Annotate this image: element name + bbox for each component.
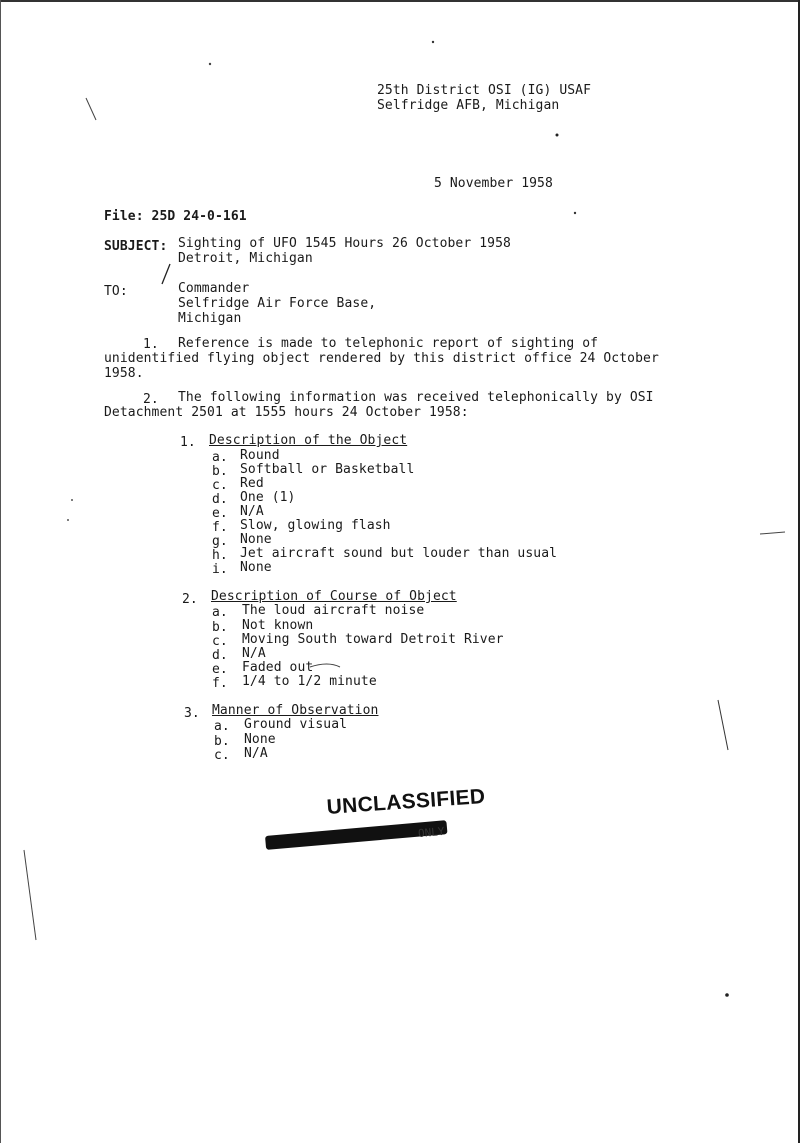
list-item-letter: a. — [212, 605, 228, 620]
list-item-letter: a. — [214, 719, 230, 734]
list-item-letter: d. — [212, 648, 228, 663]
paragraph-1-line-3: 1958. — [104, 366, 144, 381]
to-line-1: Commander — [178, 281, 250, 296]
list-item: The loud aircraft noise — [242, 603, 425, 618]
classification-stamp: UNCLASSIFIED — [326, 784, 486, 819]
subject-line-1: Sighting of UFO 1545 Hours 26 October 1958 — [178, 236, 511, 251]
list-item-letter: b. — [214, 734, 230, 749]
scan-speck — [67, 519, 69, 521]
subject-line-2: Detroit, Michigan — [178, 251, 313, 266]
paragraph-2-number: 2. — [143, 392, 159, 407]
list-item: None — [240, 532, 272, 547]
list-item: Slow, glowing flash — [240, 518, 391, 533]
list-item-letter: b. — [212, 620, 228, 635]
list-item: Ground visual — [244, 717, 348, 732]
redacted-trailing-text: ONLY — [417, 824, 446, 841]
section-3-number: 3. — [184, 706, 200, 721]
paragraph-1-line-2: unidentified flying object rendered by this district office 24 October — [104, 351, 659, 366]
section-1-number: 1. — [180, 435, 196, 450]
scan-line — [24, 850, 36, 940]
list-item: N/A — [244, 746, 268, 761]
scan-line — [86, 98, 96, 120]
list-item: Red — [240, 476, 264, 491]
list-item-letter: a. — [212, 450, 228, 465]
list-item-letter: f. — [212, 520, 228, 535]
list-item-letter: b. — [212, 464, 228, 479]
list-item-letter: g. — [212, 534, 228, 549]
to-line-3: Michigan — [178, 311, 242, 326]
list-item: One (1) — [240, 490, 296, 505]
list-item-letter: c. — [214, 748, 230, 763]
list-item: Softball or Basketball — [240, 462, 415, 477]
scan-line — [718, 700, 728, 750]
list-item: N/A — [240, 504, 264, 519]
to-label: TO: — [104, 284, 128, 299]
list-item: Not known — [242, 618, 314, 633]
list-item: None — [240, 560, 272, 575]
list-item-letter: i. — [212, 562, 228, 577]
list-item-letter: f. — [212, 676, 228, 691]
section-2-heading: Description of Course of Object — [211, 589, 457, 604]
scan-speck — [432, 41, 434, 43]
paragraph-1-line-1: Reference is made to telephonic report of sighting of — [178, 336, 599, 351]
office-line-1: 25th District OSI (IG) USAF — [377, 83, 592, 98]
list-item-letter: e. — [212, 506, 228, 521]
list-item: N/A — [242, 646, 266, 661]
list-item: 1/4 to 1/2 minute — [242, 674, 377, 689]
list-item: Round — [240, 448, 280, 463]
scan-speck — [725, 993, 729, 997]
scan-line — [760, 532, 785, 534]
subject-label: SUBJECT: — [104, 239, 168, 254]
hand-mark — [162, 264, 170, 284]
paragraph-2-line-2: Detachment 2501 at 1555 hours 24 October 1958: — [104, 405, 469, 420]
scan-speck — [574, 212, 576, 214]
to-line-2: Selfridge Air Force Base, — [178, 296, 377, 311]
section-2-number: 2. — [182, 592, 198, 607]
file-reference: File: 25D 24-0-161 — [104, 209, 247, 224]
list-item-letter: c. — [212, 478, 228, 493]
scan-speck — [71, 499, 73, 501]
list-item-letter: e. — [212, 662, 228, 677]
list-item: Faded out — [242, 660, 314, 675]
office-line-2: Selfridge AFB, Michigan — [377, 98, 560, 113]
list-item-letter: h. — [212, 548, 228, 563]
list-item-letter: d. — [212, 492, 228, 507]
section-1-heading: Description of the Object — [209, 433, 408, 448]
section-3-heading: Manner of Observation — [212, 703, 379, 718]
document-date: 5 November 1958 — [434, 176, 553, 191]
scan-speck — [209, 63, 211, 65]
hand-mark — [310, 664, 340, 667]
scan-speck — [556, 134, 559, 137]
paragraph-2-line-1: The following information was received telephonically by OSI — [178, 390, 654, 405]
list-item: Jet aircraft sound but louder than usual — [240, 546, 558, 561]
list-item-letter: c. — [212, 634, 228, 649]
list-item: Moving South toward Detroit River — [242, 632, 504, 647]
list-item: None — [244, 732, 276, 747]
paragraph-1-number: 1. — [143, 337, 159, 352]
